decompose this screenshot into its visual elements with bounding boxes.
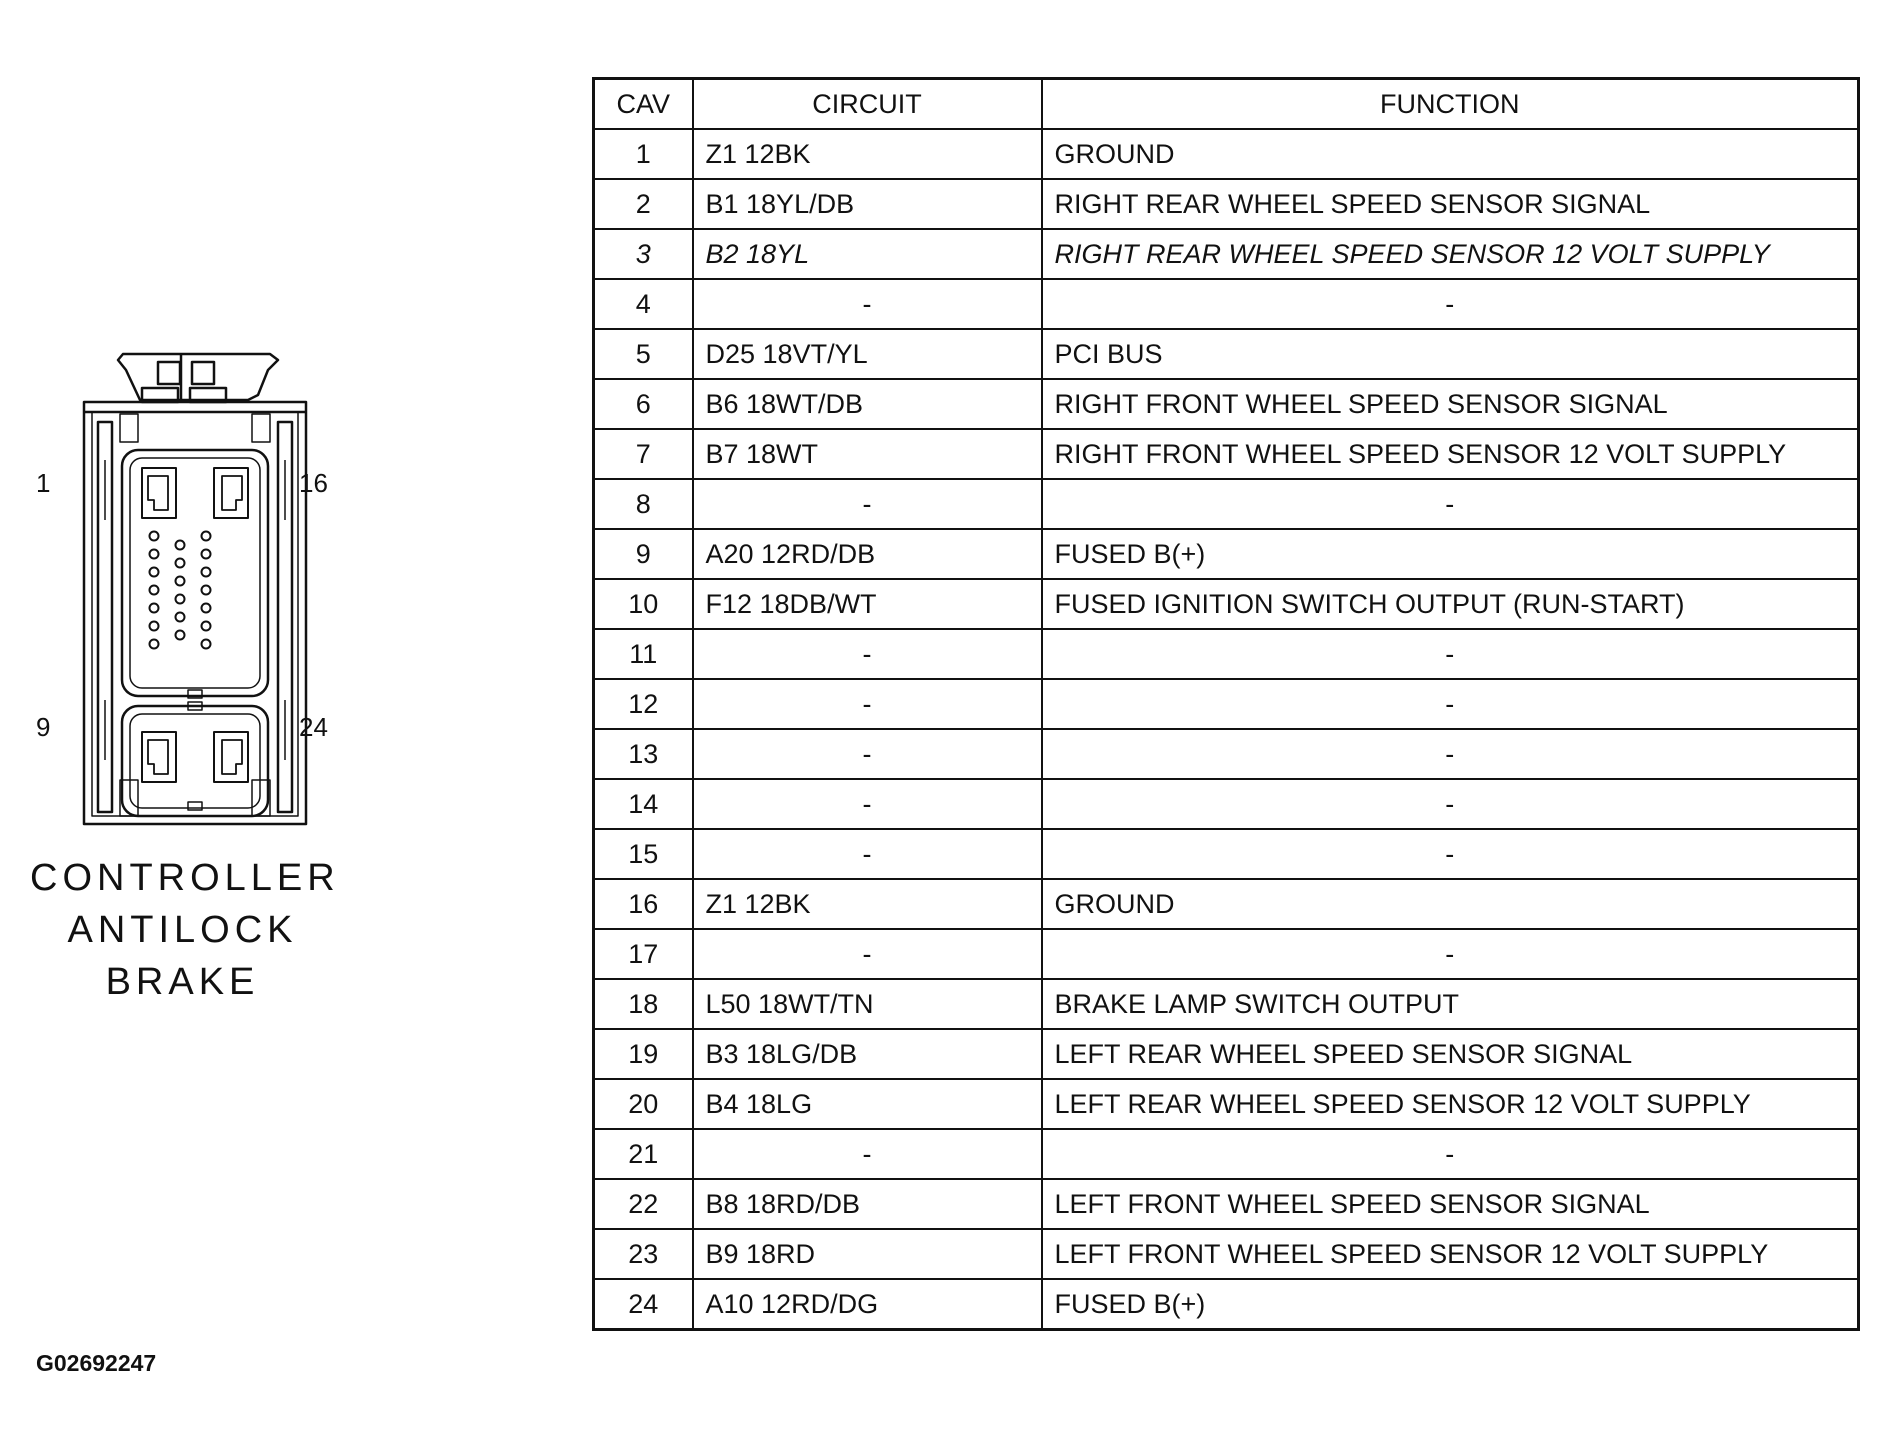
circuit-cell: A10 12RD/DG bbox=[693, 1279, 1042, 1330]
pin-label-top-left: 1 bbox=[36, 468, 51, 498]
cav-cell: 22 bbox=[594, 1179, 693, 1229]
cav-cell: 13 bbox=[594, 729, 693, 779]
table-row bbox=[594, 679, 1859, 729]
circuit-cell: F12 18DB/WT bbox=[693, 579, 1042, 629]
function-cell: - bbox=[1042, 679, 1859, 729]
function-cell: LEFT FRONT WHEEL SPEED SENSOR 12 VOLT SUPPLY bbox=[1042, 1229, 1859, 1279]
cav-cell: 14 bbox=[594, 779, 693, 829]
circuit-cell: - bbox=[693, 679, 1042, 729]
table-row bbox=[594, 1279, 1859, 1330]
caption-line: CONTROLLER bbox=[30, 857, 340, 899]
table-row bbox=[594, 529, 1859, 579]
table-row bbox=[594, 1129, 1859, 1179]
function-cell: - bbox=[1042, 279, 1859, 329]
function-cell: LEFT FRONT WHEEL SPEED SENSOR SIGNAL bbox=[1042, 1179, 1859, 1229]
table-row bbox=[594, 1229, 1859, 1279]
function-cell: GROUND bbox=[1042, 879, 1859, 929]
cav-cell: 16 bbox=[594, 879, 693, 929]
cav-cell: 12 bbox=[594, 679, 693, 729]
function-cell: LEFT REAR WHEEL SPEED SENSOR 12 VOLT SUPPLY bbox=[1042, 1079, 1859, 1129]
function-cell: FUSED B(+) bbox=[1042, 1279, 1859, 1330]
cav-cell: 3 bbox=[594, 229, 693, 279]
circuit-cell: - bbox=[693, 479, 1042, 529]
circuit-cell: - bbox=[693, 929, 1042, 979]
circuit-cell: B6 18WT/DB bbox=[693, 379, 1042, 429]
table-row bbox=[594, 429, 1859, 479]
table-row bbox=[594, 229, 1859, 279]
cav-cell: 5 bbox=[594, 329, 693, 379]
cav-cell: 20 bbox=[594, 1079, 693, 1129]
cav-cell: 11 bbox=[594, 629, 693, 679]
circuit-cell: B1 18YL/DB bbox=[693, 179, 1042, 229]
cav-cell: 15 bbox=[594, 829, 693, 879]
header-circuit: CIRCUIT bbox=[693, 79, 1042, 130]
circuit-cell: - bbox=[693, 279, 1042, 329]
pin-label-top-right: 16 bbox=[299, 468, 328, 498]
circuit-cell: - bbox=[693, 629, 1042, 679]
table-row bbox=[594, 1079, 1859, 1129]
function-cell: - bbox=[1042, 1129, 1859, 1179]
circuit-cell: Z1 12BK bbox=[693, 879, 1042, 929]
function-cell: PCI BUS bbox=[1042, 329, 1859, 379]
table-row bbox=[594, 779, 1859, 829]
caption-line: BRAKE bbox=[105, 961, 260, 1003]
cav-cell: 7 bbox=[594, 429, 693, 479]
function-cell: RIGHT REAR WHEEL SPEED SENSOR 12 VOLT SUPPLY bbox=[1042, 229, 1859, 279]
table-row bbox=[594, 279, 1859, 329]
function-cell: - bbox=[1042, 929, 1859, 979]
table-row bbox=[594, 479, 1859, 529]
table-row bbox=[594, 329, 1859, 379]
function-cell: BRAKE LAMP SWITCH OUTPUT bbox=[1042, 979, 1859, 1029]
function-cell: GROUND bbox=[1042, 129, 1859, 179]
circuit-cell: B2 18YL bbox=[693, 229, 1042, 279]
connector-drawing bbox=[30, 340, 330, 840]
caption-line: ANTILOCK bbox=[67, 909, 298, 951]
circuit-cell: B4 18LG bbox=[693, 1079, 1042, 1129]
table-row bbox=[594, 379, 1859, 429]
table-header-row bbox=[594, 79, 1859, 130]
circuit-cell: B7 18WT bbox=[693, 429, 1042, 479]
function-cell: FUSED B(+) bbox=[1042, 529, 1859, 579]
table-row bbox=[594, 1179, 1859, 1229]
pin-label-bottom-left: 9 bbox=[36, 712, 51, 742]
circuit-cell: B9 18RD bbox=[693, 1229, 1042, 1279]
table-row bbox=[594, 179, 1859, 229]
function-cell: - bbox=[1042, 729, 1859, 779]
function-cell: - bbox=[1042, 779, 1859, 829]
function-cell: FUSED IGNITION SWITCH OUTPUT (RUN-START) bbox=[1042, 579, 1859, 629]
connector-caption bbox=[30, 852, 340, 1008]
table-row bbox=[594, 929, 1859, 979]
circuit-cell: A20 12RD/DB bbox=[693, 529, 1042, 579]
cav-cell: 8 bbox=[594, 479, 693, 529]
circuit-cell: B3 18LG/DB bbox=[693, 1029, 1042, 1079]
pinout-table bbox=[592, 77, 1860, 1331]
circuit-cell: - bbox=[693, 829, 1042, 879]
cav-cell: 6 bbox=[594, 379, 693, 429]
cav-cell: 24 bbox=[594, 1279, 693, 1330]
table-row bbox=[594, 629, 1859, 679]
circuit-cell: - bbox=[693, 729, 1042, 779]
function-cell: RIGHT FRONT WHEEL SPEED SENSOR 12 VOLT SUPPLY bbox=[1042, 429, 1859, 479]
cav-cell: 18 bbox=[594, 979, 693, 1029]
pin-label-bottom-right: 24 bbox=[299, 712, 328, 742]
function-cell: LEFT REAR WHEEL SPEED SENSOR SIGNAL bbox=[1042, 1029, 1859, 1079]
circuit-cell: Z1 12BK bbox=[693, 129, 1042, 179]
cav-cell: 21 bbox=[594, 1129, 693, 1179]
table-row bbox=[594, 829, 1859, 879]
cav-cell: 23 bbox=[594, 1229, 693, 1279]
cav-cell: 9 bbox=[594, 529, 693, 579]
table-row bbox=[594, 129, 1859, 179]
table-row bbox=[594, 729, 1859, 779]
cav-cell: 19 bbox=[594, 1029, 693, 1079]
header-function: FUNCTION bbox=[1042, 79, 1859, 130]
function-cell: - bbox=[1042, 479, 1859, 529]
function-cell: RIGHT REAR WHEEL SPEED SENSOR SIGNAL bbox=[1042, 179, 1859, 229]
table-row bbox=[594, 1029, 1859, 1079]
table-row bbox=[594, 879, 1859, 929]
circuit-cell: D25 18VT/YL bbox=[693, 329, 1042, 379]
cav-cell: 17 bbox=[594, 929, 693, 979]
function-cell: RIGHT FRONT WHEEL SPEED SENSOR SIGNAL bbox=[1042, 379, 1859, 429]
table-row bbox=[594, 979, 1859, 1029]
diagram-id: G02692247 bbox=[36, 1350, 157, 1376]
header-cav: CAV bbox=[594, 79, 693, 130]
circuit-cell: B8 18RD/DB bbox=[693, 1179, 1042, 1229]
table-row bbox=[594, 579, 1859, 629]
circuit-cell: - bbox=[693, 779, 1042, 829]
cav-cell: 2 bbox=[594, 179, 693, 229]
cav-cell: 10 bbox=[594, 579, 693, 629]
function-cell: - bbox=[1042, 629, 1859, 679]
function-cell: - bbox=[1042, 829, 1859, 879]
cav-cell: 1 bbox=[594, 129, 693, 179]
cav-cell: 4 bbox=[594, 279, 693, 329]
circuit-cell: - bbox=[693, 1129, 1042, 1179]
circuit-cell: L50 18WT/TN bbox=[693, 979, 1042, 1029]
